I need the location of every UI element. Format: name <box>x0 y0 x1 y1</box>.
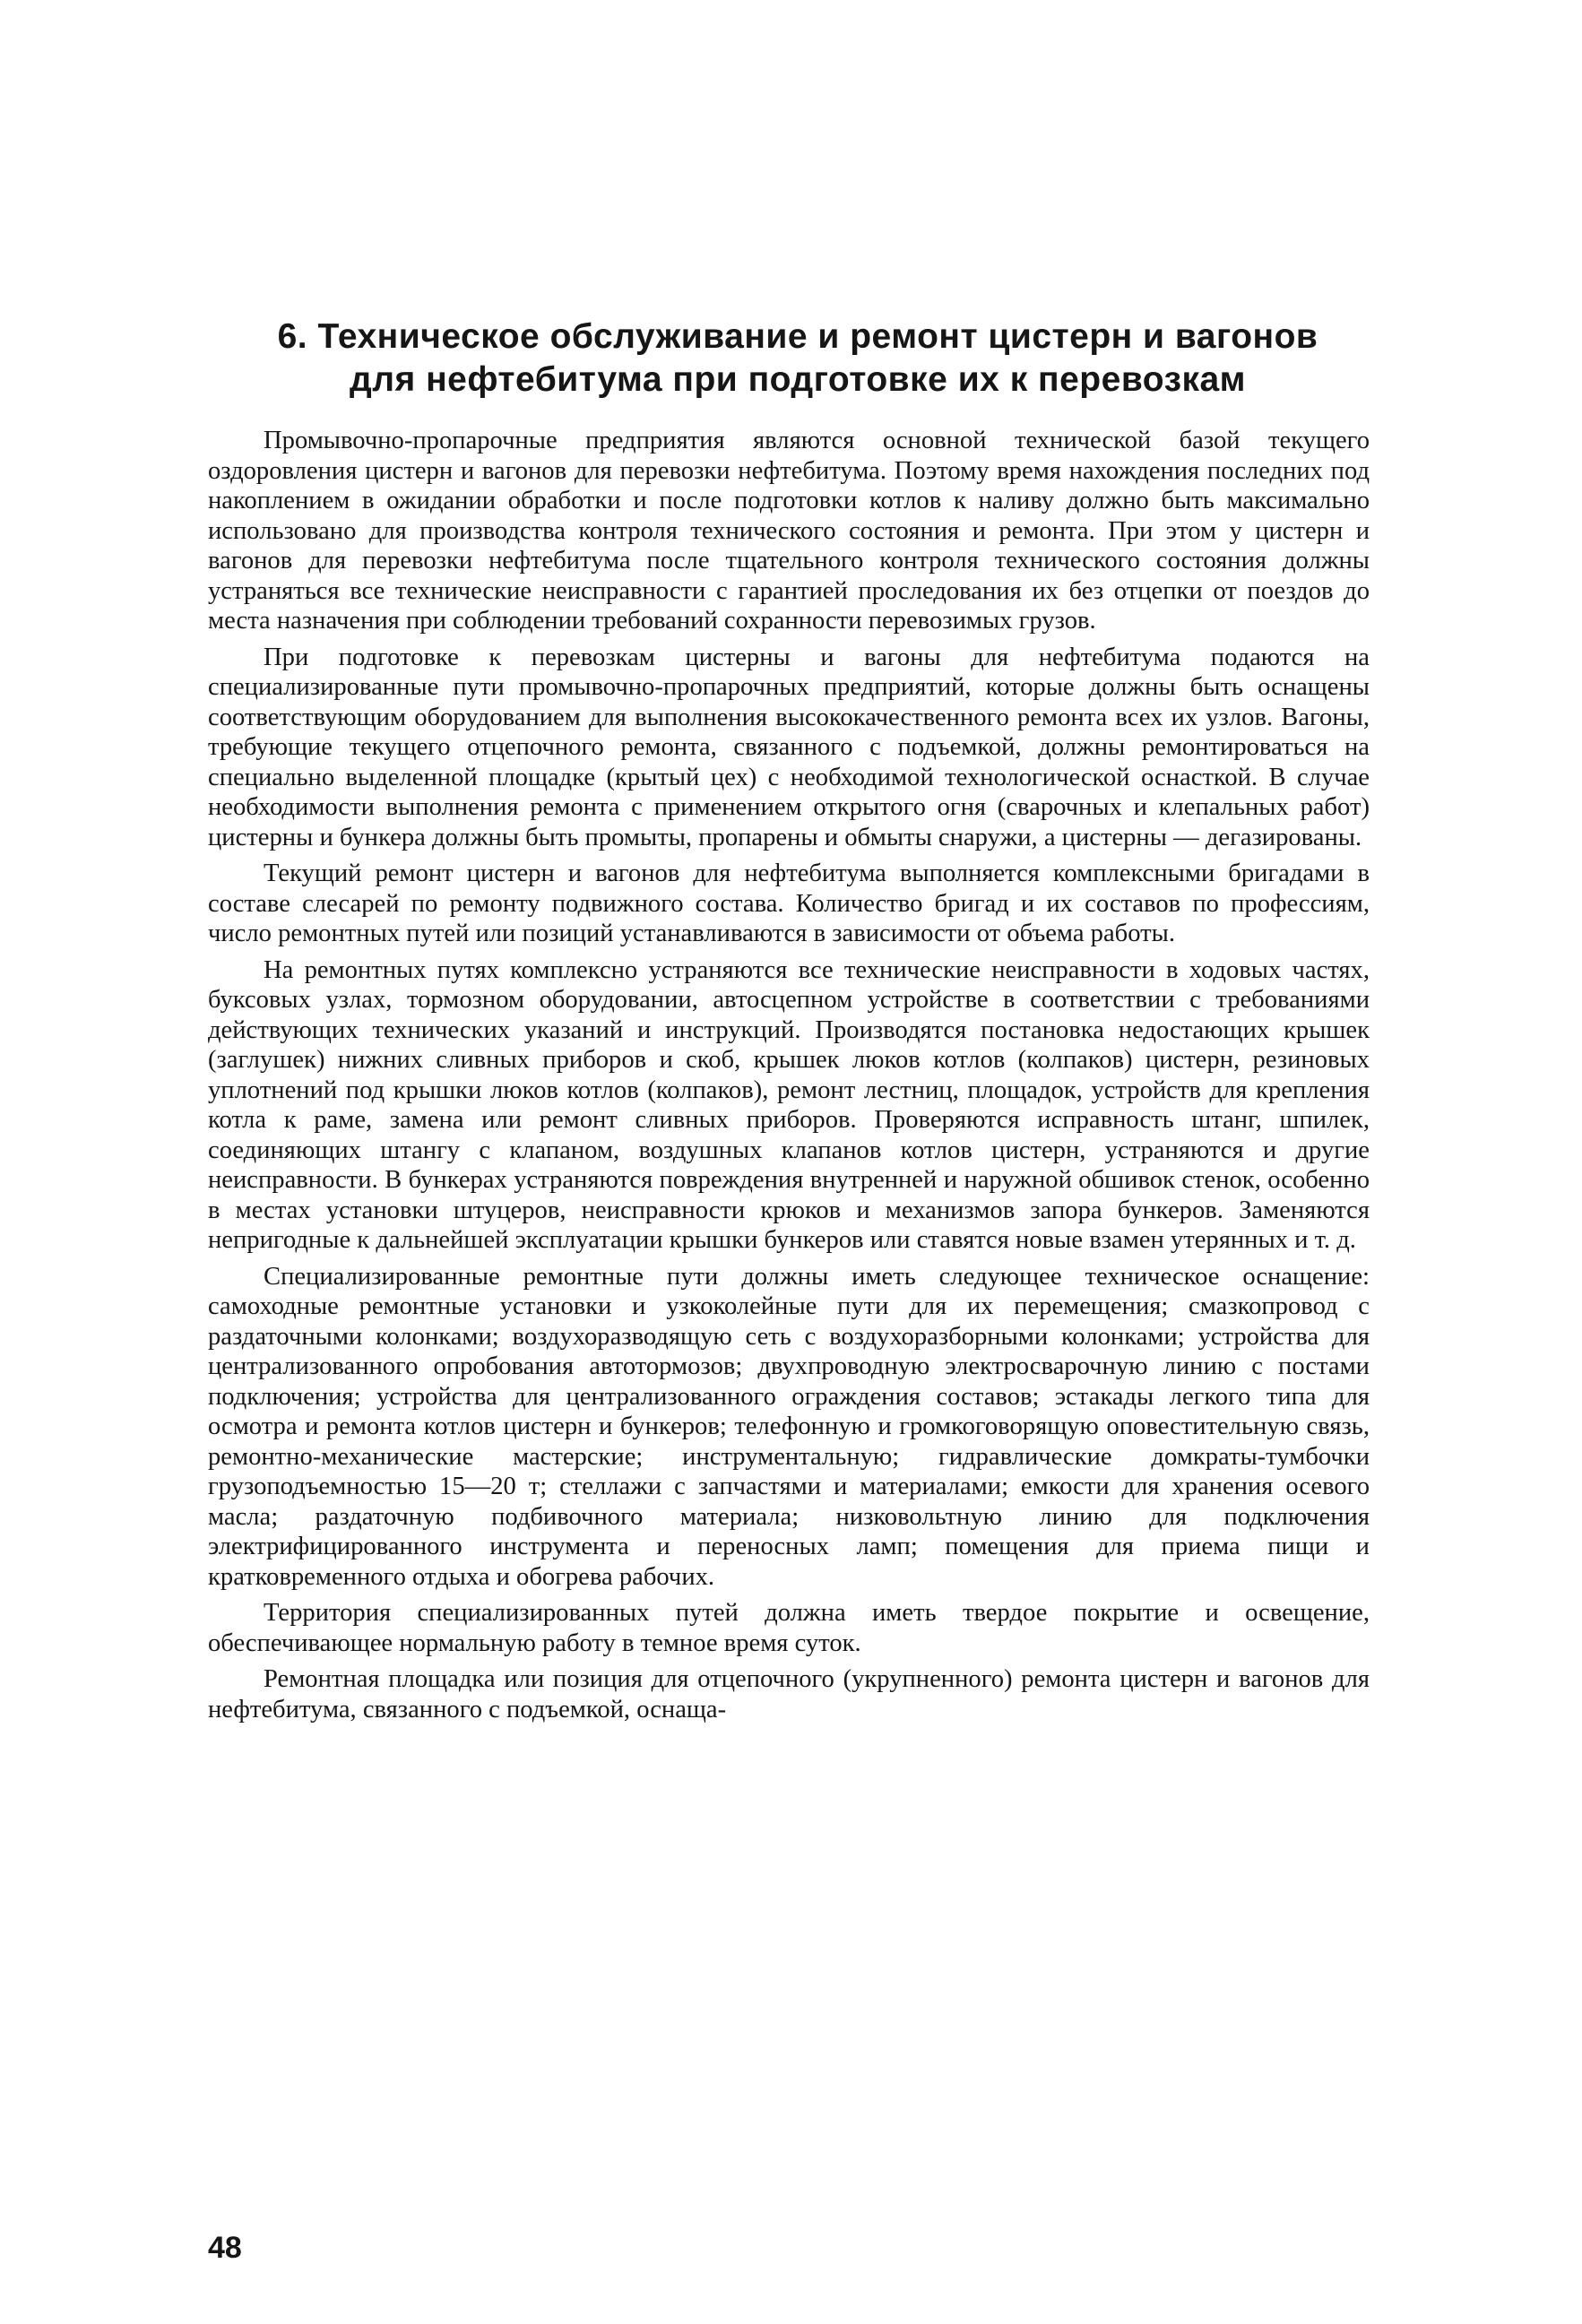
body-text <box>208 426 1370 1731</box>
paragraph-4: На ремонтных путях комплексно устраняются все технические неисправности в ходовых частях, буксовых узлах, тормозном оборудовании, автосцепном устройстве в соответствии с требованиями действующих технических указаний и инструкций. Производятся постановка недостающих крышек (заглушек) нижних сливных приборов и скоб, крышек люков котлов (колпаков) цистерн, резиновых уплотнений под крышки люков котлов (колпаков), ремонт лестниц, площадок, устройств для крепления котла к раме, замена или ремонт сливных приборов. Проверяются исправность штанг, шпилек, соединяющих штангу с клапаном, воздушных клапанов котлов цистерн, устраняются и другие неисправности. В бункерах устраняются повреждения внутренней и наружной обшивок стенок, особенно в местах установки штуцеров, неисправности крюков и механизмов запора бункеров. Заменяются непригодные к дальнейшей эксплуатации крышки бункеров или ставятся новые взамен утерянных и т. д. <box>208 955 1370 1254</box>
paragraph-5: Специализированные ремонтные пути должны иметь следующее техническое оснащение: самоходные ремонтные установки и узкоколейные пути для их перемещения; смазкопровод с раздаточными колонками; воздухоразводящую сеть с воздухоразборными колонками; устройства для централизованного опробования автотормозов; двухпроводную электросварочную линию с постами подключения; устройства для централизованного ограждения составов; эстакады легкого типа для осмотра и ремонта котлов цистерн и бункеров; телефонную и громкоговорящую оповестительную связь, ремонтно-механические мастерские; инструментальную; гидравлические домкраты-тумбочки грузоподъемностью 15—20 т; стеллажи с запчастями и материалами; емкости для хранения осевого масла; раздаточную подбивочного материала; низковольтную линию для подключения электрифицированного инструмента и переносных ламп; помещения для приема пищи и кратковременного отдыха и обогрева рабочих. <box>208 1262 1370 1591</box>
paragraph-7: Ремонтная площадка или позиция для отцепочного (укрупненного) ремонта цистерн и вагонов для нефтебитума, связанного с подъемкой, оснаща- <box>208 1665 1370 1724</box>
section-heading <box>206 315 1389 402</box>
paragraph-2: При подготовке к перевозкам цистерны и вагоны для нефтебитума подаются на специализированные пути промывочно-пропарочных предприятий, которые должны быть оснащены соответствующим оборудованием для выполнения высококачественного ремонта всех их узлов. Вагоны, требующие текущего отцепочного ремонта, связанного с подъемкой, должны ремонтироваться на специально выделенной площадке (крытый цех) с необходимой технологической оснасткой. В случае необходимости выполнения ремонта с применением открытого огня (сварочных и клепальных работ) цистерны и бункера должны быть промыты, пропарены и обмыты снаружи, а цистерны — дегазированы. <box>208 643 1370 851</box>
paragraph-1: Промывочно-пропарочные предприятия являются основной технической базой текущего оздоровления цистерн и вагонов для перевозки нефтебитума. Поэтому время нахождения последних под накоплением в ожидании обработки и после подготовки котлов к наливу должно быть максимально использовано для производства контроля технического состояния и ремонта. При этом у цистерн и вагонов для перевозки нефтебитума после тщательного контроля технического состояния должны устраняться все технические неисправности с гарантией проследования их без отцепки от поездов до места назначения при соблюдении требований сохранности перевозимых грузов. <box>208 427 1370 635</box>
paragraph-3: Текущий ремонт цистерн и вагонов для нефтебитума выполняется комплексными бригадами в составе слесарей по ремонту подвижного состава. Количество бригад и их составов по профессиям, число ремонтных путей или позиций устанавливаются в зависимости от объема работы. <box>208 860 1370 947</box>
section-heading-line-1: 6. Техническое обслуживание и ремонт цистерн и вагонов <box>277 317 1318 356</box>
section-heading-line-2: для нефтебитума при подготовке их к перевозкам <box>349 360 1247 399</box>
paragraph-6: Территория специализированных путей должна иметь твердое покрытие и освещение, обеспечивающее нормальную работу в темное время суток. <box>208 1599 1370 1657</box>
page-number: 48 <box>208 2231 242 2265</box>
